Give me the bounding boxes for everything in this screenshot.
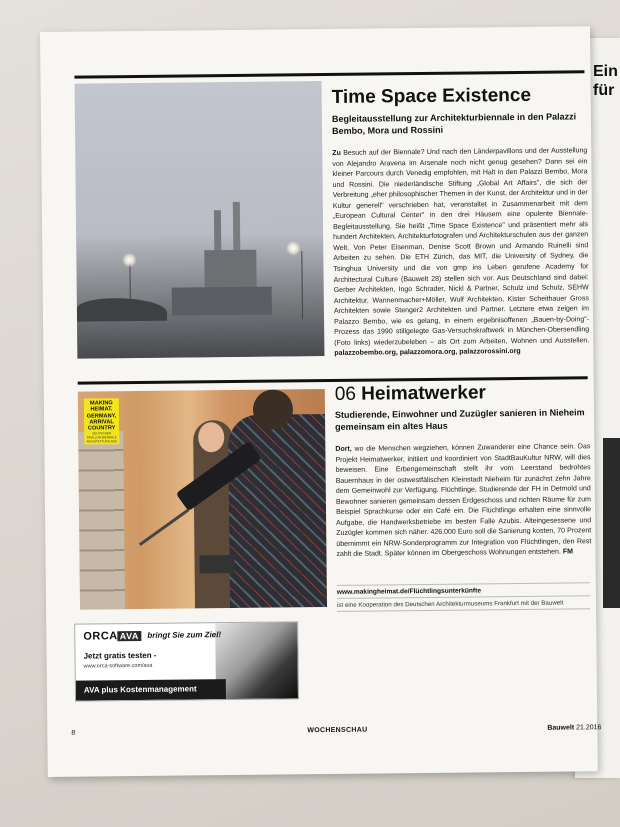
- article-title: Time Space Existence: [331, 84, 532, 108]
- article-title: 06 Heimatwerker: [334, 382, 486, 405]
- facing-page-image: [603, 438, 620, 608]
- magazine-page: [40, 26, 602, 777]
- ad-product-line: AVA plus Kostenmanagement: [83, 684, 197, 695]
- page-number: 8: [71, 729, 76, 737]
- article-lead: Zu: [332, 149, 341, 157]
- orca-ava-logo: ORCA AVA: [83, 630, 139, 643]
- project-link[interactable]: www.makingheimat.de/Flüchtlingsunterkünfte: [336, 587, 482, 596]
- power-plant-photo: [75, 81, 325, 359]
- ad-call-to-action: Jetzt gratis testen -: [83, 650, 157, 661]
- divider: [337, 608, 590, 612]
- article-subtitle: Studierende, Einwohner und Zuzügler sanieren in Nieheim gemeinsam ein altes Haus: [334, 407, 585, 432]
- divider: [337, 582, 590, 586]
- article-author: FM: [562, 548, 573, 557]
- divider: [337, 595, 590, 599]
- section-rule: [74, 70, 584, 78]
- cooperation-note: ist eine Kooperation des Deutschen Architekturmuseums Frankfurt mit der Bauwelt: [336, 599, 564, 609]
- section-rule: [78, 376, 588, 384]
- orca-ava-advertisement[interactable]: [74, 621, 299, 701]
- ad-slogan: bringt Sie zum Ziel!: [147, 630, 222, 640]
- article-body: Dort, wo die Menschen wegziehen, können Zuwanderer eine Chance sein. Das Projekt Heimatwerker, initiiert und koordiniert von StadtBauKultur NRW, will dies beweisen. Eine Erbengemeinschaft stellt ihr vom Leerstand bedrohtes Bauernhaus in der ostwestfälischen Kleinstadt Nieheim für zunächst zehn Jahre dem Gemeinwohl zur Verfügung. Flüchtlinge, Studierende der FH in Detmold und Bewohner sanieren gemeinsam dessen Erdgeschoss und richten Räume für zum Beispiel Sprachkurse oder ein Café ein. Die Flüchtlinge erhalten eine sinnvolle Aufgabe, die Handwerksbetriebe im besten Falle Azubis. Alteingesessene und Zuzügler kommen sich näher. 426.000 Euro soll die Sanierung kosten, 70 Prozent übernimmt ein NRW-Sonderprogramm zur Integration von Flüchtlingen, den Rest zahlt die Stadt. Später können im Obergeschoss Wohnungen entstehen. FM: [335, 443, 592, 559]
- article-lead: Dort,: [335, 445, 352, 453]
- article-links: palazzobembo.org, palazzomora.org, palazzorossini.org: [334, 348, 521, 358]
- article-subtitle: Begleitausstellung zur Architekturbiennale in den Palazzi Bembo, Mora und Rossini: [331, 111, 577, 136]
- magazine-issue: Bauwelt 21.2016: [547, 724, 602, 732]
- facing-page-title: Ein für: [593, 63, 618, 99]
- ad-graphic: [215, 622, 298, 699]
- making-heimat-badge: MAKING HEIMAT. GERMANY, ARRIVAL COUNTRY DEUTSCHER PAVILLON BIENNALE ARCHITETTURA 2016: [84, 398, 119, 444]
- section-name: WOCHENSCHAU: [307, 726, 368, 735]
- ad-website[interactable]: www.orca-software.com/ava: [83, 662, 153, 670]
- article-body: Zu Besuch auf der Biennale? Und nach den Länderpavillons und der Ausstellung von Alejandro Aravena im Arsenale noch nicht genug gesehen? Dann sei ein kleiner Parcours durch Venedig empfohlen, mit Halt in den Palazzi Bembo, Mora und Rossini. Die niederländische Stiftung „Global Art Affairs", die sich der Verbreitung „eher philosophischer Themen in der Kunst, der Architektur und in der Kultur generell" verschrieben hat, veranstaltet in Zusammenarbeit mit dem „European Cultural Center" in den drei Häusern eine opulente Biennale-Begleitausstellung. Sie heißt „Time Space Existence" und präsentiert mehr als hundert Architekten, Architekturfotografen und Architekturschulen aus der ganzen Welt. Von Peter Eisenman, Denise Scott Brown und Armando Ruinelli sind Arbeiten zu sehen. Die ETH Zürich, das MIT, die University of Sydney, die Tsinghua University und die von gmp ins Leben gerufene Academy for Architectural Culture (Bauwelt 28) stellen sich vor. Aus Deutschland sind dabei: Gerber Architekten, Ingo Schrader, Nickl & Partner, Schulz und Schulz, SEHW Architektur, Wannenmacher+Möller, Wulf Architekten, Kister Scheithauer Gross Architekten sowie Stenger2 Architekten und Partner. Letztere etwa zeigen im Palazzo Bembo, wie es gelang, in einem ergebnisoffenen „Bauen-by-Doing"-Prozess das 1990 stillgelegte Gas-Versuchskraftwerk in München-Obersendling (Foto links) wiederzubeleben – als Ort zum Arbeiten, Wohnen und Ausstellen. palazzobembo.org, palazzomora.org, palazzorossini.org: [332, 147, 590, 358]
